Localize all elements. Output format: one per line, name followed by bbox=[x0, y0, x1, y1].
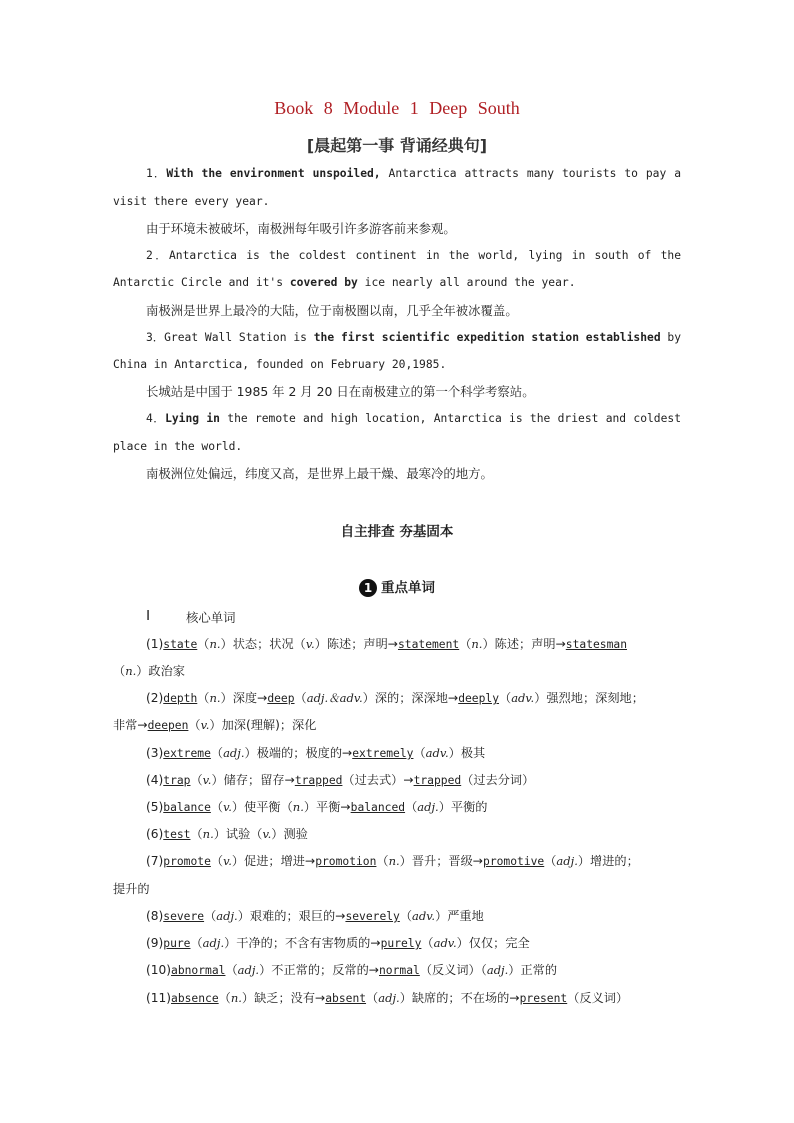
vocab-item-2: (2)depth（n.）深度→deep（adj.＆adv.）深的；深深地→deeply（adv.）强烈地；深刻地； bbox=[146, 691, 644, 705]
vocab-item-4: (4)trap（v.）储存；留存→trapped（过去式）→trapped（过去分词） bbox=[146, 773, 535, 787]
sentence-1-translation: 由于环境未被破坏，南极洲每年吸引许多游客前来参观。 bbox=[146, 221, 456, 236]
number-1-badge-icon: 1 bbox=[359, 579, 377, 597]
core-words-label: 核心单词 bbox=[186, 610, 236, 625]
vocab-item-10: (10)abnormal（adj.）不正常的；反常的→normal（反义词）（adj.）正常的 bbox=[146, 963, 558, 977]
sentence-4-en-line-2: place in the world. bbox=[113, 440, 243, 453]
sentence-3-translation: 长城站是中国于 1985 年 2 月 20 日在南极建立的第一个科学考察站。 bbox=[146, 384, 535, 399]
roman-numeral: Ⅰ bbox=[146, 609, 151, 624]
sentence-2-translation: 南极洲是世界上最冷的大陆，位于南极圈以南，几乎全年被冰覆盖。 bbox=[146, 303, 518, 318]
vocab-item-3: (3)extreme（adj.）极端的；极度的→extremely（adv.）极其 bbox=[146, 746, 486, 760]
vocab-item-8: (8)severe（adj.）艰难的；艰巨的→severely（adv.）严重地 bbox=[146, 909, 484, 923]
sentence-1-en-line-1: 1．With the environment unspoiled, Antarctica attracts many tourists to pay a bbox=[146, 167, 682, 180]
vocab-item-1-line-2: （n.）政治家 bbox=[113, 664, 185, 678]
vocab-item-1: (1)state（n.）状态；状况（v.）陈述；声明→statement（n.）陈述；声明→statesman bbox=[146, 637, 628, 651]
key-words-heading: 1 重点单词 bbox=[0, 576, 794, 597]
vocab-item-11: (11)absence（n.）缺乏；没有→absent（adj.）缺席的；不在场的→present（反义词） bbox=[146, 991, 629, 1005]
sentence-1-en-line-2: visit there every year. bbox=[113, 195, 270, 208]
page-title: Book 8 Module 1 Deep South bbox=[274, 98, 520, 118]
sentence-3-en-line-2: China in Antarctica, founded on February 20,1985. bbox=[113, 358, 447, 371]
vocab-item-5: (5)balance（v.）使平衡（n.）平衡→balanced（adj.）平衡的 bbox=[146, 800, 488, 814]
vocab-item-7-line-2: 提升的 bbox=[113, 882, 150, 896]
sentence-2-en-line-1: 2．Antarctica is the coldest continent in the world, lying in south of the bbox=[146, 249, 681, 262]
vocab-item-2-line-2: 非常→deepen（v.）加深(理解)；深化 bbox=[113, 718, 317, 732]
sentence-4-en-line-1: 4．Lying in the remote and high location, Antarctica is the driest and coldest bbox=[146, 412, 681, 425]
vocab-item-7: (7)promote（v.）促进；增进→promotion（n.）晋升；晋级→promotive（adj.）增进的； bbox=[146, 854, 639, 868]
sentence-3-en-line-1: 3．Great Wall Station is the first scientific expedition station established by bbox=[146, 331, 682, 344]
sentence-4-translation: 南极洲位处偏远，纬度又高，是世界上最干燥、最寒冷的地方。 bbox=[146, 466, 493, 481]
section-subtitle: [晨起第一事 背诵经典句] bbox=[306, 136, 488, 155]
vocab-item-9: (9)pure（adj.）干净的；不含有害物质的→purely（adv.）仅仅；完全 bbox=[146, 936, 530, 950]
sentence-2-en-line-2: Antarctic Circle and it's covered by ice nearly all around the year. bbox=[113, 276, 576, 289]
vocab-item-6: (6)test（n.）试验（v.）测验 bbox=[146, 827, 308, 841]
section-heading: 自主排查 夯基固本 bbox=[340, 524, 454, 540]
